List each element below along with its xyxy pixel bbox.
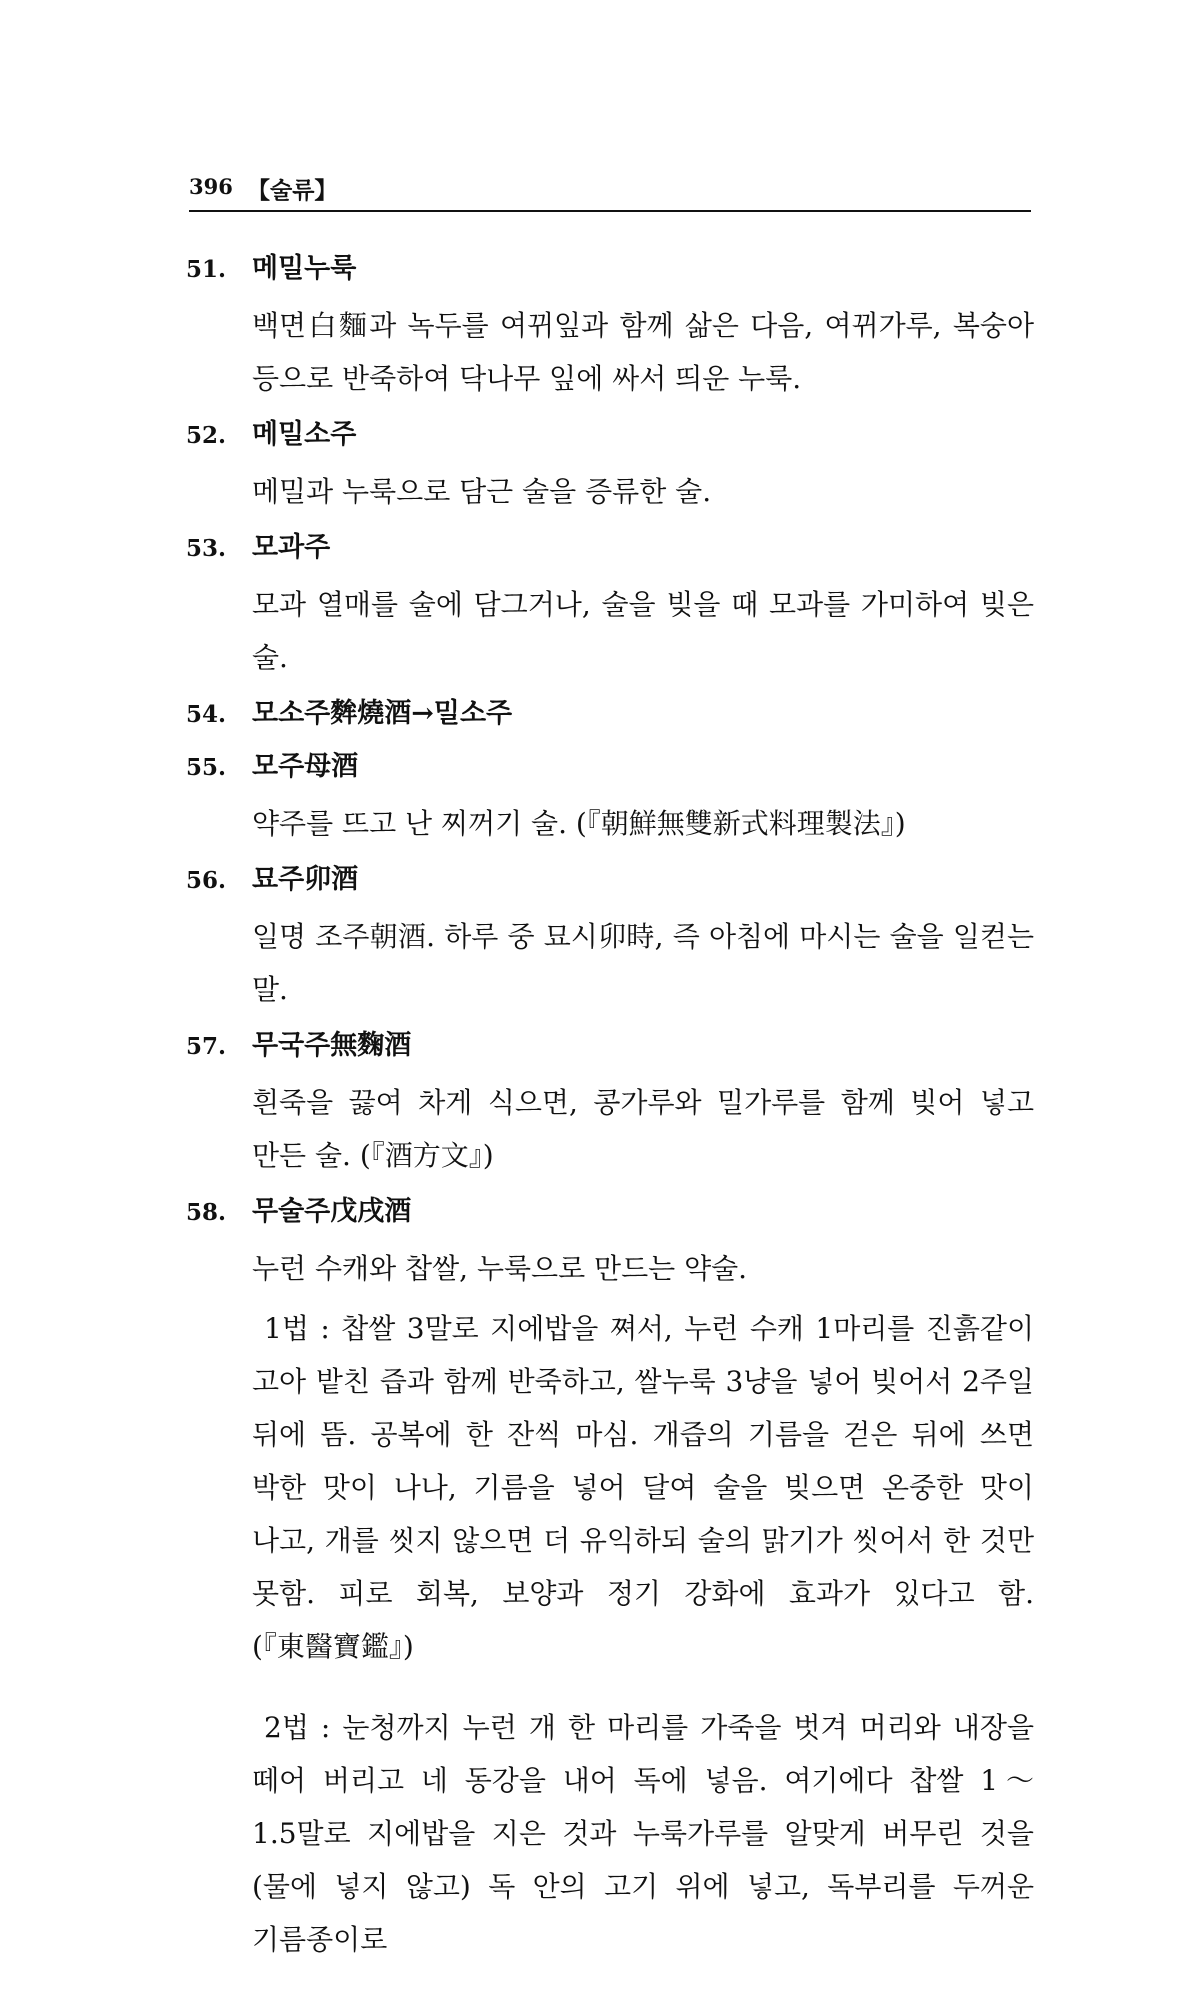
entry-body: 약주를 뜨고 난 찌꺼기 술. (『朝鮮無雙新式料理製法』) [252, 807, 906, 840]
entry-number: 51. [186, 256, 227, 283]
entry-body: 모과 열매를 술에 담그거나, 술을 빚을 때 모과를 가미하여 빚은 술. [252, 588, 1034, 674]
entry-body: 일명 조주朝酒. 하루 중 묘시卯時, 즉 아침에 마시는 술을 일컫는 말. [252, 920, 1034, 1006]
entry-number: 52. [186, 422, 227, 449]
method-2-paragraph: 2법 : 눈청까지 누런 개 한 마리를 가죽을 벗겨 머리와 내장을 떼어 버리고 네 동강을 내어 독에 넣음. 여기에다 찹쌀 1～1.5말로 지에밥을 지은 것과 누룩가루를 알맞게 버무린 것을(물에 넣지 않고) 독 안의 고기 위에 넣고, 독부리를 두꺼운 기름종이로 [252, 1711, 1034, 1956]
entry-title: 모소주麰燒酒→밀소주 [252, 698, 513, 729]
entry-title: 모과주 [252, 532, 331, 563]
entry-body: 메밀과 누룩으로 담근 술을 증류한 술. [252, 475, 712, 508]
entry-title: 모주母酒 [252, 751, 359, 782]
entry-number: 58. [186, 1199, 227, 1226]
entry-heading [186, 691, 1034, 737]
entry-58 [186, 1189, 1034, 1966]
entry-body: 흰죽을 끓여 차게 식으면, 콩가루와 밀가루를 함께 빚어 넣고 만든 술. (『酒方文』) [252, 1086, 1034, 1172]
entry-56 [186, 857, 1034, 1016]
entry-body: 누런 수캐와 찹쌀, 누룩으로 만드는 약술. [252, 1252, 748, 1285]
entry-55 [186, 744, 1034, 850]
entry-heading [186, 412, 1034, 458]
section-title: 【술류】 [247, 177, 338, 204]
entry-53 [186, 525, 1034, 684]
entry-54 [186, 691, 1034, 737]
page-content [186, 246, 1034, 1994]
page-header [189, 170, 1031, 212]
entry-heading [186, 1189, 1034, 1235]
entry-heading [186, 1023, 1034, 1069]
entry-number: 53. [186, 535, 227, 562]
entry-title: 메밀누룩 [252, 253, 357, 284]
entry-number: 57. [186, 1033, 227, 1060]
entry-heading [186, 246, 1034, 292]
entry-52 [186, 412, 1034, 518]
method-1-paragraph: 1법 : 찹쌀 3말로 지에밥을 쪄서, 누런 수캐 1마리를 진흙같이 고아 밭친 즙과 함께 반죽하고, 쌀누룩 3냥을 넣어 빚어서 2주일 뒤에 뜸. 공복에 한 잔씩 마심. 개즙의 기름을 걷은 뒤에 쓰면 박한 맛이 나나, 기름을 넣어 달여 술을 빚으면 온중한 맛이 나고, 개를 씻지 않으면 더 유익하되 술의 맑기가 씻어서 한 것만 못함. 피로 회복, 보양과 정기 강화에 효과가 있다고 함. (『東醫寶鑑』) [252, 1312, 1034, 1663]
entry-title: 메밀소주 [252, 419, 357, 450]
entry-heading [186, 857, 1034, 903]
page-number: 396 [189, 174, 233, 199]
entry-title: 무술주戊戌酒 [252, 1196, 412, 1227]
entry-number: 55. [186, 754, 227, 781]
entry-title: 묘주卯酒 [252, 864, 359, 895]
entry-number: 54. [186, 701, 227, 728]
entry-title: 무국주無麴酒 [252, 1030, 412, 1061]
entry-number: 56. [186, 867, 227, 894]
entry-heading [186, 744, 1034, 790]
entry-57 [186, 1023, 1034, 1182]
entry-51 [186, 246, 1034, 405]
entry-body: 백면白麵과 녹두를 여뀌잎과 함께 삶은 다음, 여뀌가루, 복숭아 등으로 반죽하여 닥나무 잎에 싸서 띄운 누룩. [252, 309, 1034, 395]
entry-heading [186, 525, 1034, 571]
